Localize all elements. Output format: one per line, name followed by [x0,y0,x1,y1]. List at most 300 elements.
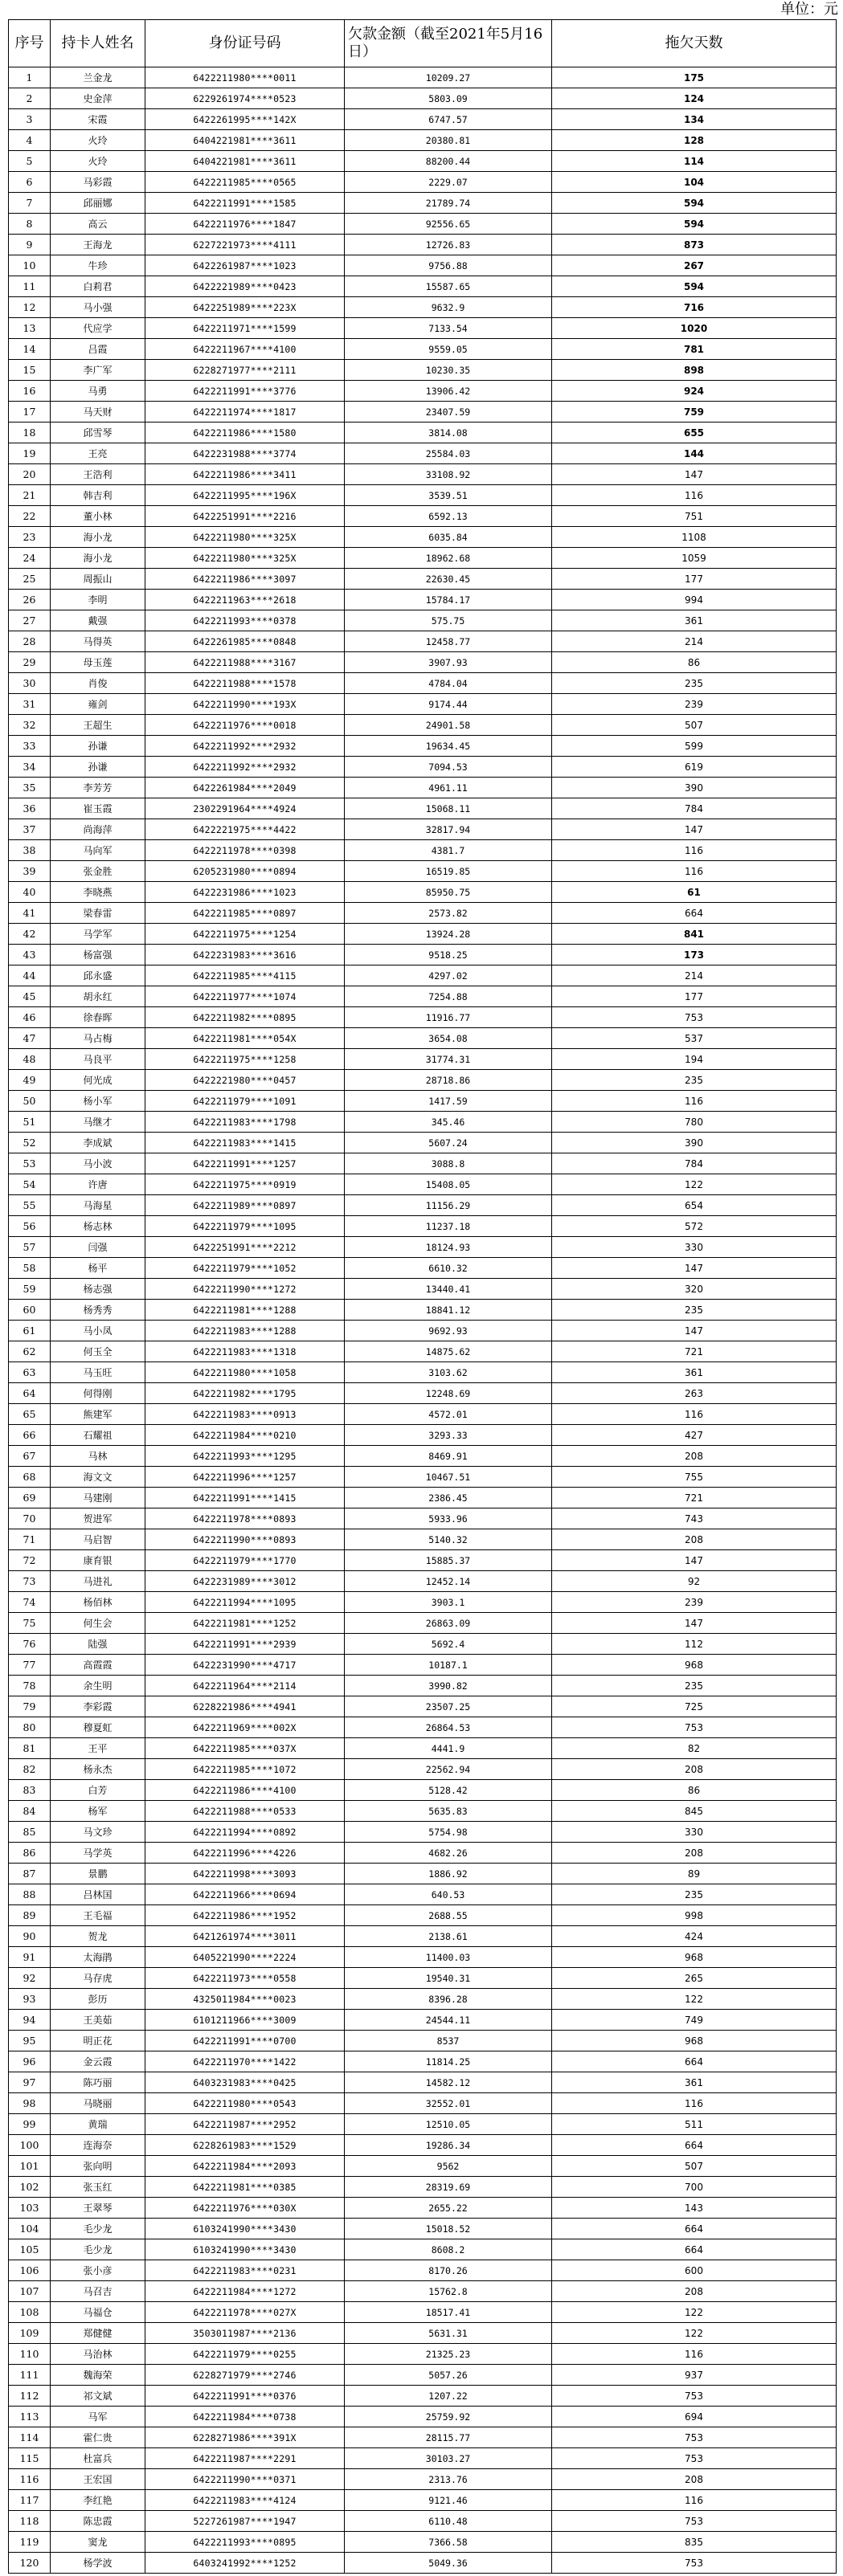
table-row [9,464,837,485]
cardholder-name: 李明 [51,590,145,610]
cardholder-name: 马向军 [51,840,145,861]
row-index: 46 [9,1007,51,1028]
cardholder-name: 杨学波 [51,2553,145,2574]
days-overdue: 173 [552,945,837,965]
amount-owed: 5057.26 [345,2365,552,2386]
amount-owed: 2229.07 [345,172,552,193]
table-row [9,297,837,318]
id-number: 6205231980****0894 [145,861,345,882]
id-number: 6422211980****325X [145,527,345,548]
amount-owed: 31774.31 [345,1049,552,1070]
cardholder-name: 何生会 [51,1613,145,1634]
table-row [9,1446,837,1467]
amount-owed: 21325.23 [345,2344,552,2365]
cardholder-name: 马学英 [51,1843,145,1864]
table-row [9,1195,837,1216]
id-number: 6422211982****1795 [145,1383,345,1404]
cardholder-name: 高霞霞 [51,1655,145,1676]
row-index: 71 [9,1529,51,1550]
days-overdue: 116 [552,2490,837,2511]
amount-owed: 5933.96 [345,1508,552,1529]
row-index: 74 [9,1592,51,1613]
id-number: 6422211986****3097 [145,569,345,590]
table-row [9,2031,837,2051]
cardholder-name: 杨富强 [51,945,145,965]
cardholder-name: 马天财 [51,402,145,423]
days-overdue: 390 [552,1133,837,1153]
table-row [9,715,837,736]
table-row [9,2511,837,2532]
id-number: 6422211987****2291 [145,2448,345,2469]
id-number: 6422261984****2049 [145,778,345,798]
cardholder-name: 火玲 [51,151,145,172]
amount-owed: 28319.69 [345,2177,552,2198]
row-index: 66 [9,1425,51,1446]
row-index: 57 [9,1237,51,1258]
header-cardholder-name: 持卡人姓名 [51,20,145,67]
row-index: 89 [9,1905,51,1926]
cardholder-name: 马继才 [51,1112,145,1133]
cardholder-name: 王海龙 [51,235,145,255]
amount-owed: 2655.22 [345,2198,552,2219]
amount-owed: 8608.2 [345,2239,552,2260]
row-index: 67 [9,1446,51,1467]
days-overdue: 267 [552,255,837,276]
row-index: 7 [9,193,51,214]
amount-owed: 11237.18 [345,1216,552,1237]
table-row [9,67,837,88]
table-row [9,1780,837,1801]
id-number: 6422211996****4226 [145,1843,345,1864]
days-overdue: 208 [552,1843,837,1864]
row-index: 6 [9,172,51,193]
row-index: 98 [9,2093,51,2114]
id-number: 6422211967****4100 [145,339,345,360]
row-index: 34 [9,757,51,778]
days-overdue: 572 [552,1216,837,1237]
cardholder-name: 兰金龙 [51,67,145,88]
id-number: 6422211975****1254 [145,924,345,945]
id-number: 6422211992****2932 [145,736,345,757]
table-row [9,1404,837,1425]
id-number: 6403241992****1252 [145,2553,345,2574]
days-overdue: 511 [552,2114,837,2135]
days-overdue: 208 [552,2469,837,2490]
amount-owed: 18841.12 [345,1300,552,1321]
row-index: 70 [9,1508,51,1529]
table-row [9,903,837,924]
amount-owed: 16519.85 [345,861,552,882]
days-overdue: 1059 [552,548,837,569]
days-overdue: 330 [552,1822,837,1843]
amount-owed: 18962.68 [345,548,552,569]
table-row [9,2135,837,2156]
cardholder-name: 毛少龙 [51,2219,145,2239]
days-overdue: 147 [552,1550,837,1571]
days-overdue: 112 [552,1634,837,1655]
id-number: 6422211993****0895 [145,2532,345,2553]
table-row [9,109,837,130]
cardholder-name: 马勇 [51,381,145,402]
days-overdue: 208 [552,1446,837,1467]
amount-owed: 9562 [345,2156,552,2177]
days-overdue: 116 [552,2344,837,2365]
header-days-overdue: 拖欠天数 [552,20,837,67]
amount-owed: 19634.45 [345,736,552,757]
cardholder-name: 余生明 [51,1676,145,1696]
id-number: 6422211994****0892 [145,1822,345,1843]
id-number: 6422211975****0919 [145,1174,345,1195]
cardholder-name: 母玉莲 [51,652,145,673]
days-overdue: 89 [552,1864,837,1884]
row-index: 110 [9,2344,51,2365]
amount-owed: 92556.65 [345,214,552,235]
id-number: 6422211990****1272 [145,1279,345,1300]
amount-owed: 15784.17 [345,590,552,610]
amount-owed: 11400.03 [345,1947,552,1968]
days-overdue: 235 [552,1070,837,1091]
row-index: 118 [9,2511,51,2532]
row-index: 99 [9,2114,51,2135]
table-row [9,1905,837,1926]
row-index: 65 [9,1404,51,1425]
days-overdue: 86 [552,1780,837,1801]
row-index: 79 [9,1696,51,1717]
table-row [9,694,837,715]
amount-owed: 11916.77 [345,1007,552,1028]
id-number: 6101211966****3009 [145,2010,345,2031]
amount-owed: 5692.4 [345,1634,552,1655]
table-row [9,1947,837,1968]
id-number: 6422211991****0376 [145,2386,345,2407]
amount-owed: 3293.33 [345,1425,552,1446]
row-index: 113 [9,2407,51,2427]
row-index: 56 [9,1216,51,1237]
amount-owed: 4682.26 [345,1843,552,1864]
days-overdue: 265 [552,1968,837,1989]
amount-owed: 575.75 [345,610,552,631]
amount-owed: 9518.25 [345,945,552,965]
days-overdue: 753 [552,1717,837,1738]
cardholder-name: 马治林 [51,2344,145,2365]
table-row [9,1801,837,1822]
cardholder-name: 梁春雷 [51,903,145,924]
amount-owed: 30103.27 [345,2448,552,2469]
days-overdue: 104 [552,172,837,193]
cardholder-name: 王翠琴 [51,2198,145,2219]
id-number: 6422211982****0895 [145,1007,345,1028]
table-row [9,1676,837,1696]
days-overdue: 116 [552,1404,837,1425]
days-overdue: 759 [552,402,837,423]
table-row [9,2010,837,2031]
table-row [9,924,837,945]
amount-owed: 15408.05 [345,1174,552,1195]
amount-owed: 85950.75 [345,882,552,903]
row-index: 119 [9,2532,51,2553]
days-overdue: 61 [552,882,837,903]
table-row [9,2365,837,2386]
row-index: 82 [9,1759,51,1780]
cardholder-name: 马小凤 [51,1321,145,1341]
id-number: 6422211998****3093 [145,1864,345,1884]
cardholder-name: 马进礼 [51,1571,145,1592]
row-index: 21 [9,485,51,506]
cardholder-name: 王宏国 [51,2469,145,2490]
amount-owed: 28718.86 [345,1070,552,1091]
cardholder-name: 马召吉 [51,2281,145,2302]
days-overdue: 784 [552,1153,837,1174]
days-overdue: 116 [552,485,837,506]
days-overdue: 753 [552,2511,837,2532]
days-overdue: 114 [552,151,837,172]
id-number: 6227221973****4111 [145,235,345,255]
id-number: 6422211984****0738 [145,2407,345,2427]
cardholder-name: 马良平 [51,1049,145,1070]
cardholder-name: 太海鹃 [51,1947,145,1968]
cardholder-name: 王平 [51,1738,145,1759]
table-row [9,2323,837,2344]
cardholder-name: 马启智 [51,1529,145,1550]
row-index: 15 [9,360,51,381]
row-index: 72 [9,1550,51,1571]
table-row [9,360,837,381]
cardholder-name: 董小林 [51,506,145,527]
days-overdue: 841 [552,924,837,945]
amount-owed: 6747.57 [345,109,552,130]
days-overdue: 725 [552,1696,837,1717]
table-row [9,1989,837,2010]
cardholder-name: 连海奈 [51,2135,145,2156]
table-row [9,965,837,986]
cardholder-name: 戴强 [51,610,145,631]
cardholder-name: 张金胜 [51,861,145,882]
cardholder-name: 魏海荣 [51,2365,145,2386]
amount-owed: 13440.41 [345,1279,552,1300]
table-row [9,1488,837,1508]
id-number: 6422231989****3012 [145,1571,345,1592]
days-overdue: 330 [552,1237,837,1258]
days-overdue: 427 [552,1425,837,1446]
table-row [9,2260,837,2281]
row-index: 27 [9,610,51,631]
cardholder-name: 张小彦 [51,2260,145,2281]
row-index: 108 [9,2302,51,2323]
table-row [9,1174,837,1195]
amount-owed: 22562.94 [345,1759,552,1780]
days-overdue: 835 [552,2532,837,2553]
cardholder-name: 海小龙 [51,548,145,569]
amount-owed: 5754.98 [345,1822,552,1843]
cardholder-name: 杨军 [51,1801,145,1822]
cardholder-name: 黄瑞 [51,2114,145,2135]
cardholder-name: 何光成 [51,1070,145,1091]
table-row [9,819,837,840]
days-overdue: 898 [552,360,837,381]
id-number: 6422211966****0694 [145,1884,345,1905]
amount-owed: 23407.59 [345,402,552,423]
amount-owed: 2313.76 [345,2469,552,2490]
cardholder-name: 许唐 [51,1174,145,1195]
days-overdue: 998 [552,1905,837,1926]
id-number: 6421261974****3011 [145,1926,345,1947]
cardholder-name: 白莉君 [51,276,145,297]
amount-owed: 12726.83 [345,235,552,255]
table-row [9,2093,837,2114]
row-index: 45 [9,986,51,1007]
table-row [9,1634,837,1655]
days-overdue: 92 [552,1571,837,1592]
row-index: 96 [9,2051,51,2072]
id-number: 6422211979****0255 [145,2344,345,2365]
cardholder-name: 贺龙 [51,1926,145,1947]
id-number: 6422211976****030X [145,2198,345,2219]
debt-table [8,19,837,2574]
id-number: 6228271986****391X [145,2427,345,2448]
cardholder-name: 陆强 [51,1634,145,1655]
row-index: 48 [9,1049,51,1070]
id-number: 6422211983****1288 [145,1321,345,1341]
id-number: 6422211990****193X [145,694,345,715]
days-overdue: 780 [552,1112,837,1133]
amount-owed: 345.46 [345,1112,552,1133]
header-amount-owed: 欠款金额（截至2021年5月16日） [345,20,552,67]
days-overdue: 122 [552,2302,837,2323]
row-index: 33 [9,736,51,757]
table-row [9,1091,837,1112]
days-overdue: 177 [552,569,837,590]
row-index: 50 [9,1091,51,1112]
table-row [9,610,837,631]
id-number: 6422211980****325X [145,548,345,569]
table-row [9,1007,837,1028]
row-index: 101 [9,2156,51,2177]
table-row [9,882,837,903]
row-index: 47 [9,1028,51,1049]
row-index: 26 [9,590,51,610]
row-index: 29 [9,652,51,673]
table-row [9,1321,837,1341]
table-row [9,1383,837,1404]
amount-owed: 6610.32 [345,1258,552,1279]
days-overdue: 968 [552,2031,837,2051]
row-index: 12 [9,297,51,318]
table-row [9,1550,837,1571]
id-number: 6422211991****1415 [145,1488,345,1508]
table-row [9,402,837,423]
table-row [9,1070,837,1091]
days-overdue: 654 [552,1195,837,1216]
id-number: 6422211988****1578 [145,673,345,694]
cardholder-name: 康育银 [51,1550,145,1571]
days-overdue: 753 [552,2553,837,2574]
days-overdue: 594 [552,193,837,214]
cardholder-name: 代应学 [51,318,145,339]
cardholder-name: 吕霞 [51,339,145,360]
days-overdue: 147 [552,464,837,485]
cardholder-name: 马玉旺 [51,1362,145,1383]
amount-owed: 14875.62 [345,1341,552,1362]
row-index: 4 [9,130,51,151]
cardholder-name: 李广军 [51,360,145,381]
cardholder-name: 杨小军 [51,1091,145,1112]
amount-owed: 5635.83 [345,1801,552,1822]
cardholder-name: 王美茹 [51,2010,145,2031]
id-number: 6422211977****1074 [145,986,345,1007]
cardholder-name: 马军 [51,2407,145,2427]
table-row [9,2156,837,2177]
table-row [9,569,837,590]
days-overdue: 122 [552,2323,837,2344]
amount-owed: 28115.77 [345,2427,552,2448]
id-number: 6403231983****0425 [145,2072,345,2093]
row-index: 87 [9,1864,51,1884]
table-row [9,1279,837,1300]
id-number: 6422211986****1580 [145,423,345,443]
days-overdue: 716 [552,297,837,318]
id-number: 6422231990****4717 [145,1655,345,1676]
row-index: 109 [9,2323,51,2344]
id-number: 6422211976****1847 [145,214,345,235]
id-number: 6422211990****0371 [145,2469,345,2490]
amount-owed: 1207.22 [345,2386,552,2407]
days-overdue: 600 [552,2260,837,2281]
table-row [9,151,837,172]
table-row [9,1133,837,1153]
days-overdue: 537 [552,1028,837,1049]
row-index: 75 [9,1613,51,1634]
amount-owed: 4572.01 [345,1404,552,1425]
amount-owed: 7254.88 [345,986,552,1007]
id-number: 6229261974****0523 [145,88,345,109]
table-row [9,861,837,882]
id-number: 6422211988****3167 [145,652,345,673]
row-index: 73 [9,1571,51,1592]
amount-owed: 2688.55 [345,1905,552,1926]
table-row [9,276,837,297]
row-index: 78 [9,1676,51,1696]
row-index: 80 [9,1717,51,1738]
table-row [9,2386,837,2407]
days-overdue: 86 [552,652,837,673]
row-index: 77 [9,1655,51,1676]
days-overdue: 700 [552,2177,837,2198]
days-overdue: 781 [552,339,837,360]
days-overdue: 235 [552,1300,837,1321]
row-index: 22 [9,506,51,527]
cardholder-name: 徐春晖 [51,1007,145,1028]
id-number: 6422211994****1095 [145,1592,345,1613]
id-number: 6422211981****0385 [145,2177,345,2198]
cardholder-name: 史金萍 [51,88,145,109]
cardholder-name: 胡永红 [51,986,145,1007]
days-overdue: 143 [552,2198,837,2219]
table-row [9,2532,837,2553]
table-row [9,443,837,464]
cardholder-name: 郑健健 [51,2323,145,2344]
amount-owed: 9559.05 [345,339,552,360]
days-overdue: 507 [552,2156,837,2177]
days-overdue: 122 [552,1989,837,2010]
id-number: 6422211993****1295 [145,1446,345,1467]
table-row [9,1926,837,1947]
days-overdue: 743 [552,1508,837,1529]
table-row [9,736,837,757]
id-number: 6422211985****1072 [145,1759,345,1780]
amount-owed: 4297.02 [345,965,552,986]
table-row [9,1467,837,1488]
table-row [9,2553,837,2574]
